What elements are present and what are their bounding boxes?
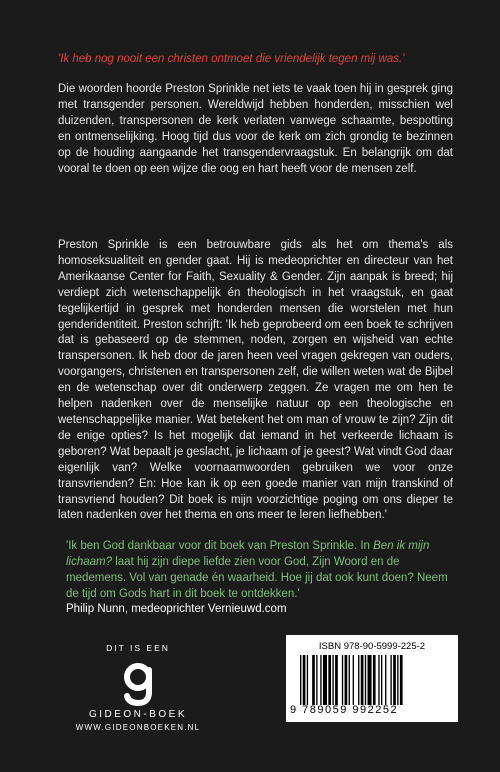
barcode-bar — [342, 655, 343, 705]
barcode-bar — [353, 655, 354, 705]
barcode — [286, 635, 458, 722]
barcode-bar — [316, 655, 317, 705]
barcode-bar — [349, 655, 350, 705]
barcode-bar — [323, 655, 327, 705]
top-quote: 'Ik heb nog nooit een christen ontmoet die vriendelijk tegen mij was.' — [58, 53, 405, 65]
barcode-bar — [328, 655, 331, 705]
barcode-bar — [397, 655, 398, 705]
isbn-label: ISBN 978-90-5999-225-2 — [318, 641, 426, 652]
barcode-bar — [358, 655, 359, 705]
author-paragraph: Preston Sprinkle is een betrouwbare gids als het om thema's als homoseksualiteit en gender gaat. Hij is medeoprichter en directeur van het Amerikaanse Center for Faith, Sexuality & Gender. Zijn aanpak is breed; hij verdiept zich wetenschappelijk én theologisch in het vraagstuk, en gaat tegelijkertijd in gesprek met honderden mensen die worstelen met hun genderidentiteit. Preston schrijft: 'Ik heb geprobeerd om een boek te schrijven dat is gebaseerd op de stemmen, noden, zorgen en wijsheid van echte transpersonen. Ik heb door de jaren heen veel vragen gekregen van ouders, voorgangers, christenen en transpersonen zelf, die willen weten wat de Bijbel en de wetenschap over dit onderwerp zeggen. Ze vragen me om hen te helpen nadenken over de menselijke natuur op een theologische en wetenschappelijke manier. Wat betekent het om man of vrouw te zijn? Zijn dit de enige opties? Is het mogelijk dat iemand in het verkeerde lichaam is geboren? Wat bepaalt je geslacht, je lichaam of je geest? Wat vindt God daar eigenlijk van? Welke voornaamwoorden gebruiken we voor onze transvrienden? En: Hoe kan ik op een goede manier van mijn transkind of transvriend houden? Dit boek is mijn voorzichtige poging om ons dieper te laten nadenken over het thema en ons meer te leren liefhebben.' — [58, 239, 453, 522]
barcode-bar — [332, 655, 333, 705]
barcode-bar — [381, 655, 382, 705]
barcode-bar — [307, 655, 308, 705]
barcode-bar — [361, 655, 364, 705]
barcode-bar — [303, 655, 306, 705]
barcode-bar — [365, 655, 366, 705]
publisher-block — [68, 642, 208, 734]
barcode-bar — [400, 655, 403, 705]
endorsement-quote — [66, 539, 456, 603]
endorsement-book-title: Ben ik mijn lichaam? — [66, 540, 430, 568]
endorsement-text-before: 'Ik ben God dankbaar voor dit boek van Preston Sprinkle. In — [66, 540, 374, 552]
barcode-bar — [373, 655, 376, 705]
barcode-bar — [300, 655, 301, 705]
gideon-g-logo-icon — [118, 662, 158, 706]
endorsement-text-after: laat hij zijn diepe liefde zien voor God, Zijn Woord en de medemens. Vol van genade én waarheid. Hoe jij dat ook kunt doen? Neem de tijd om Gods hart in dit boek te ontdekken.' — [66, 555, 448, 600]
publisher-name: GIDEON-BOEK — [88, 709, 188, 720]
publisher-url: WWW.GIDEONBOEKEN.NL — [75, 723, 201, 732]
barcode-bar — [345, 655, 348, 705]
barcode-bar — [390, 655, 391, 705]
barcode-bar — [312, 655, 315, 705]
barcode-bar — [335, 655, 338, 705]
barcode-bars — [300, 655, 446, 705]
barcode-bar — [393, 655, 396, 705]
barcode-bar — [368, 655, 372, 705]
intro-paragraph: Die woorden hoorde Preston Sprinkle net iets te vaak toen hij in gesprek ging met transgender personen. Wereldwijd hebben honderden, misschien wel duizenden, transpersonen de kerk verlaten vanwege schaamte, bespotting en ontmenselijking. Hoog tijd dus voor de kerk om zich grondig te bezinnen op de houding aangaande het transgendervraagstuk. En belangrijk om dat vooral te doen op een wijze die oog en hart heeft voor de mensen zelf. — [58, 83, 453, 175]
barcode-digits: 9 789059 992252 — [290, 704, 399, 716]
endorsement-author: Philip Nunn, medeoprichter Vernieuwd.com — [66, 603, 287, 615]
publisher-tagline: DIT IS EEN — [106, 643, 170, 653]
barcode-bar — [378, 655, 379, 705]
barcode-bar — [385, 655, 386, 705]
barcode-bar — [320, 655, 321, 705]
